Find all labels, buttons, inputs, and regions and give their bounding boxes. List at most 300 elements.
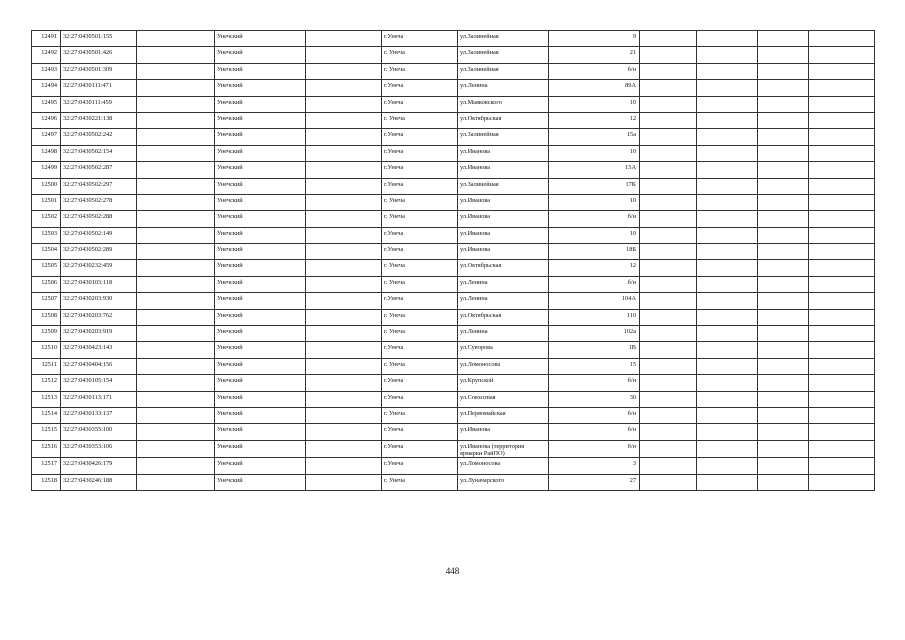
table-row [32,145,875,161]
cell-empty [137,227,215,243]
cell-empty [306,458,382,474]
cell-empty [809,145,875,161]
cell-city: г.Унеча [382,227,458,243]
cell-house-number: 102а [549,326,640,342]
cell-house-number: б/н [549,375,640,391]
cell-empty [306,80,382,96]
cell-street: ул.Иванова [458,227,549,243]
table-row [32,47,875,63]
cell-cadastral-number: 32:27:0430501:309 [61,63,137,79]
cell-empty [640,80,697,96]
cell-cadastral-number: 32:27:0430502:289 [61,244,137,260]
cell-empty [306,194,382,210]
cell-cadastral-number: 32:27:0430221:138 [61,112,137,128]
cell-empty [137,80,215,96]
cell-empty [809,47,875,63]
cell-city: г. Унеча [382,63,458,79]
cell-empty [137,63,215,79]
cell-cadastral-number: 32:27:0430502:287 [61,162,137,178]
cell-empty [137,244,215,260]
cell-empty [697,342,758,358]
cell-empty [137,129,215,145]
cell-district: Унечский [215,424,306,440]
cell-empty [640,227,697,243]
cell-empty [758,342,809,358]
cell-house-number: 18Б [549,244,640,260]
cell-empty [809,96,875,112]
cell-cadastral-number: 32:27:0430232:459 [61,260,137,276]
cell-empty [137,31,215,47]
cell-empty [697,458,758,474]
table-row [32,244,875,260]
cell-row-number: 12493 [32,63,61,79]
cell-row-number: 12498 [32,145,61,161]
cell-district: Унечский [215,309,306,325]
cell-row-number: 12512 [32,375,61,391]
cell-empty [306,474,382,490]
cell-empty [697,260,758,276]
cell-empty [640,342,697,358]
cell-empty [137,474,215,490]
table-row [32,63,875,79]
cell-empty [306,96,382,112]
cell-house-number: 21 [549,47,640,63]
cell-cadastral-number: 32:27:0430502:149 [61,227,137,243]
cell-empty [640,276,697,292]
cell-empty [809,309,875,325]
cell-street: ул.Иванова [458,162,549,178]
registry-table [31,30,875,491]
cell-street: ул.Иванова [458,424,549,440]
cell-empty [758,293,809,309]
cell-street: ул.Иванова (территория ярмарки РайПО) [458,440,549,457]
cell-empty [809,129,875,145]
cell-empty [137,276,215,292]
cell-cadastral-number: 32:27:0430501:426 [61,47,137,63]
cell-house-number: 10 [549,145,640,161]
cell-empty [758,474,809,490]
cell-empty [809,391,875,407]
cell-city: г. Унеча [382,211,458,227]
cell-street: ул.Ломоносова [458,358,549,374]
cell-city: г. Унеча [382,260,458,276]
cell-district: Унечский [215,112,306,128]
cell-district: Унечский [215,407,306,423]
cell-empty [758,31,809,47]
cell-row-number: 12504 [32,244,61,260]
cell-empty [809,31,875,47]
cell-empty [640,293,697,309]
cell-empty [809,458,875,474]
table-row [32,80,875,96]
cell-empty [137,342,215,358]
cell-city: г.Унеча [382,31,458,47]
table-row [32,96,875,112]
cell-empty [640,358,697,374]
cell-city: г.Унеча [382,178,458,194]
cell-cadastral-number: 32:27:0430111:471 [61,80,137,96]
cell-empty [306,31,382,47]
cell-empty [809,440,875,457]
cell-empty [640,145,697,161]
cell-district: Унечский [215,145,306,161]
cell-house-number: 30 [549,391,640,407]
cell-row-number: 12502 [32,211,61,227]
cell-empty [137,358,215,374]
cell-row-number: 12507 [32,293,61,309]
cell-empty [697,194,758,210]
cell-house-number: 3 [549,458,640,474]
cell-empty [137,440,215,457]
cell-empty [640,31,697,47]
cell-city: г. Унеча [382,47,458,63]
cell-empty [137,293,215,309]
page-number: 448 [445,566,460,576]
cell-row-number: 12494 [32,80,61,96]
cell-cadastral-number: 32:27:0430203:919 [61,326,137,342]
cell-row-number: 12503 [32,227,61,243]
cell-district: Унечский [215,80,306,96]
cell-empty [137,112,215,128]
cell-city: г.Унеча [382,293,458,309]
cell-district: Унечский [215,474,306,490]
cell-house-number: 17К [549,178,640,194]
cell-row-number: 12517 [32,458,61,474]
cell-street: ул.Ленина [458,80,549,96]
cell-empty [758,145,809,161]
cell-street: ул.Луначарского [458,474,549,490]
cell-city: г.Унеча [382,375,458,391]
cell-city: г.Унеча [382,145,458,161]
cell-empty [697,375,758,391]
cell-street: ул.Иванова [458,244,549,260]
cell-empty [306,375,382,391]
cell-district: Унечский [215,63,306,79]
cell-cadastral-number: 32:27:0430113:171 [61,391,137,407]
cell-empty [137,391,215,407]
cell-district: Унечский [215,244,306,260]
cell-house-number: 12 [549,260,640,276]
cell-empty [137,260,215,276]
cell-district: Унечский [215,440,306,457]
cell-city: г.Унеча [382,424,458,440]
cell-empty [306,358,382,374]
table-row [32,458,875,474]
cell-empty [809,276,875,292]
cell-empty [697,326,758,342]
cell-empty [306,63,382,79]
cell-empty [697,474,758,490]
cell-empty [640,129,697,145]
cell-empty [306,440,382,457]
cell-empty [697,129,758,145]
cell-empty [697,407,758,423]
cell-district: Унечский [215,194,306,210]
cell-row-number: 12508 [32,309,61,325]
cell-row-number: 12500 [32,178,61,194]
cell-empty [697,162,758,178]
cell-empty [306,162,382,178]
cell-empty [758,358,809,374]
cell-cadastral-number: 32:27:0430105:154 [61,375,137,391]
cell-street: ул.Залинейная [458,47,549,63]
cell-house-number: 1В [549,342,640,358]
cell-row-number: 12492 [32,47,61,63]
cell-empty [809,326,875,342]
cell-empty [697,391,758,407]
cell-empty [758,80,809,96]
cell-empty [640,47,697,63]
cell-empty [809,424,875,440]
cell-empty [758,162,809,178]
cell-empty [137,375,215,391]
cell-city: г. Унеча [382,474,458,490]
cell-city: г.Унеча [382,96,458,112]
cell-row-number: 12505 [32,260,61,276]
cell-district: Унечский [215,358,306,374]
cell-street: ул.Залинейная [458,31,549,47]
cell-empty [640,309,697,325]
cell-house-number: б/н [549,424,640,440]
cell-cadastral-number: 32:27:0430203:762 [61,309,137,325]
cell-house-number: 15 [549,358,640,374]
cell-district: Унечский [215,129,306,145]
cell-empty [306,424,382,440]
table-row [32,424,875,440]
cell-empty [137,326,215,342]
cell-empty [697,63,758,79]
cell-row-number: 12496 [32,112,61,128]
cell-empty [758,211,809,227]
cell-city: г. Унеча [382,276,458,292]
cell-house-number: б/н [549,407,640,423]
cell-cadastral-number: 32:27:0430355:100 [61,424,137,440]
cell-house-number: 10 [549,96,640,112]
cell-district: Унечский [215,260,306,276]
cell-row-number: 12509 [32,326,61,342]
cell-street: ул.Октябрьская [458,309,549,325]
cell-district: Унечский [215,391,306,407]
cell-district: Унечский [215,375,306,391]
cell-cadastral-number: 32:27:0430502:242 [61,129,137,145]
cell-city: г. Унеча [382,194,458,210]
cell-house-number: 12 [549,112,640,128]
cell-empty [137,309,215,325]
cell-house-number: 9 [549,31,640,47]
cell-cadastral-number: 32:27:0430133:137 [61,407,137,423]
cell-empty [697,424,758,440]
cell-row-number: 12514 [32,407,61,423]
cell-empty [640,375,697,391]
cell-city: г.Унеча [382,80,458,96]
cell-empty [640,244,697,260]
cell-house-number: 27 [549,474,640,490]
cell-row-number: 12518 [32,474,61,490]
table-row [32,407,875,423]
cell-empty [640,112,697,128]
cell-row-number: 12513 [32,391,61,407]
cell-empty [306,342,382,358]
cell-empty [809,474,875,490]
cell-street: ул.Залинейная [458,178,549,194]
cell-empty [758,458,809,474]
table-row [32,129,875,145]
cell-empty [640,96,697,112]
cell-empty [809,162,875,178]
cell-empty [697,145,758,161]
cell-empty [640,391,697,407]
table-row [32,391,875,407]
cell-street: ул.Иванова [458,145,549,161]
cell-empty [809,80,875,96]
table-row [32,112,875,128]
table-row [32,326,875,342]
cell-row-number: 12506 [32,276,61,292]
cell-empty [758,391,809,407]
cell-empty [758,63,809,79]
cell-city: г. Унеча [382,309,458,325]
cell-district: Унечский [215,342,306,358]
cell-cadastral-number: 32:27:0430103:118 [61,276,137,292]
cell-house-number: 15а [549,129,640,145]
cell-cadastral-number: 32:27:0430502:297 [61,178,137,194]
cell-house-number: 10 [549,227,640,243]
cell-empty [137,145,215,161]
table-row [32,194,875,210]
cell-empty [306,326,382,342]
cell-empty [640,194,697,210]
cell-city: г.Унеча [382,458,458,474]
table-row [32,276,875,292]
cell-street: ул.Крупской [458,375,549,391]
cell-empty [809,178,875,194]
cell-city: г.Унеча [382,244,458,260]
table-body [32,31,875,491]
cell-row-number: 12495 [32,96,61,112]
cell-city: г.Унеча [382,162,458,178]
cell-cadastral-number: 32:27:0430502:278 [61,194,137,210]
cell-house-number: 89А [549,80,640,96]
cell-empty [137,458,215,474]
cell-house-number: 104А [549,293,640,309]
table-row [32,358,875,374]
cell-cadastral-number: 32:27:0430203:930 [61,293,137,309]
cell-district: Унечский [215,211,306,227]
cell-empty [640,162,697,178]
cell-district: Унечский [215,178,306,194]
cell-cadastral-number: 32:27:0430426:179 [61,458,137,474]
cell-empty [697,293,758,309]
table-row [32,227,875,243]
cell-empty [809,211,875,227]
cell-empty [697,276,758,292]
cell-district: Унечский [215,162,306,178]
cell-row-number: 12511 [32,358,61,374]
cell-empty [758,440,809,457]
cell-street: ул.Иванова [458,194,549,210]
cell-district: Унечский [215,31,306,47]
cell-city: г. Унеча [382,326,458,342]
cell-empty [758,129,809,145]
cell-empty [809,260,875,276]
cell-house-number: 110 [549,309,640,325]
cell-street: ул.Маяковского [458,96,549,112]
cell-empty [697,244,758,260]
table-row [32,178,875,194]
cell-empty [306,211,382,227]
cell-empty [137,407,215,423]
cell-row-number: 12516 [32,440,61,457]
document-page [31,30,874,491]
cell-city: г. Унеча [382,112,458,128]
table-row [32,162,875,178]
cell-street: ул.Иванова [458,211,549,227]
cell-row-number: 12501 [32,194,61,210]
cell-empty [697,80,758,96]
cell-empty [640,260,697,276]
table-row [32,31,875,47]
cell-empty [137,96,215,112]
cell-row-number: 12510 [32,342,61,358]
cell-empty [640,63,697,79]
cell-district: Унечский [215,326,306,342]
cell-empty [306,260,382,276]
cell-empty [697,440,758,457]
cell-empty [809,194,875,210]
cell-empty [306,145,382,161]
cell-empty [809,112,875,128]
table-row [32,342,875,358]
cell-empty [809,358,875,374]
cell-empty [640,178,697,194]
cell-city: г. Унеча [382,358,458,374]
cell-empty [137,211,215,227]
cell-empty [809,227,875,243]
cell-street: ул.Залинейная [458,129,549,145]
cell-empty [758,96,809,112]
cell-empty [697,309,758,325]
cell-district: Унечский [215,458,306,474]
cell-cadastral-number: 32:27:0430423:143 [61,342,137,358]
cell-street: ул.Ленина [458,293,549,309]
cell-street: ул.Совхозная [458,391,549,407]
table-row [32,260,875,276]
cell-empty [809,63,875,79]
cell-empty [809,375,875,391]
cell-empty [697,358,758,374]
cell-cadastral-number: 32:27:0430404:156 [61,358,137,374]
cell-empty [306,309,382,325]
cell-district: Унечский [215,293,306,309]
cell-district: Унечский [215,96,306,112]
cell-row-number: 12515 [32,424,61,440]
cell-street: ул.Первомайская [458,407,549,423]
cell-empty [697,178,758,194]
cell-empty [758,326,809,342]
cell-empty [306,391,382,407]
cell-street: ул.Ломоносова [458,458,549,474]
cell-empty [809,244,875,260]
cell-empty [306,293,382,309]
cell-empty [306,244,382,260]
cell-empty [640,458,697,474]
cell-cadastral-number: 32:27:0430111:459 [61,96,137,112]
cell-empty [137,424,215,440]
cell-cadastral-number: 32:27:0430502:154 [61,145,137,161]
cell-house-number: б/н [549,276,640,292]
cell-house-number: б/н [549,211,640,227]
table-row [32,474,875,490]
